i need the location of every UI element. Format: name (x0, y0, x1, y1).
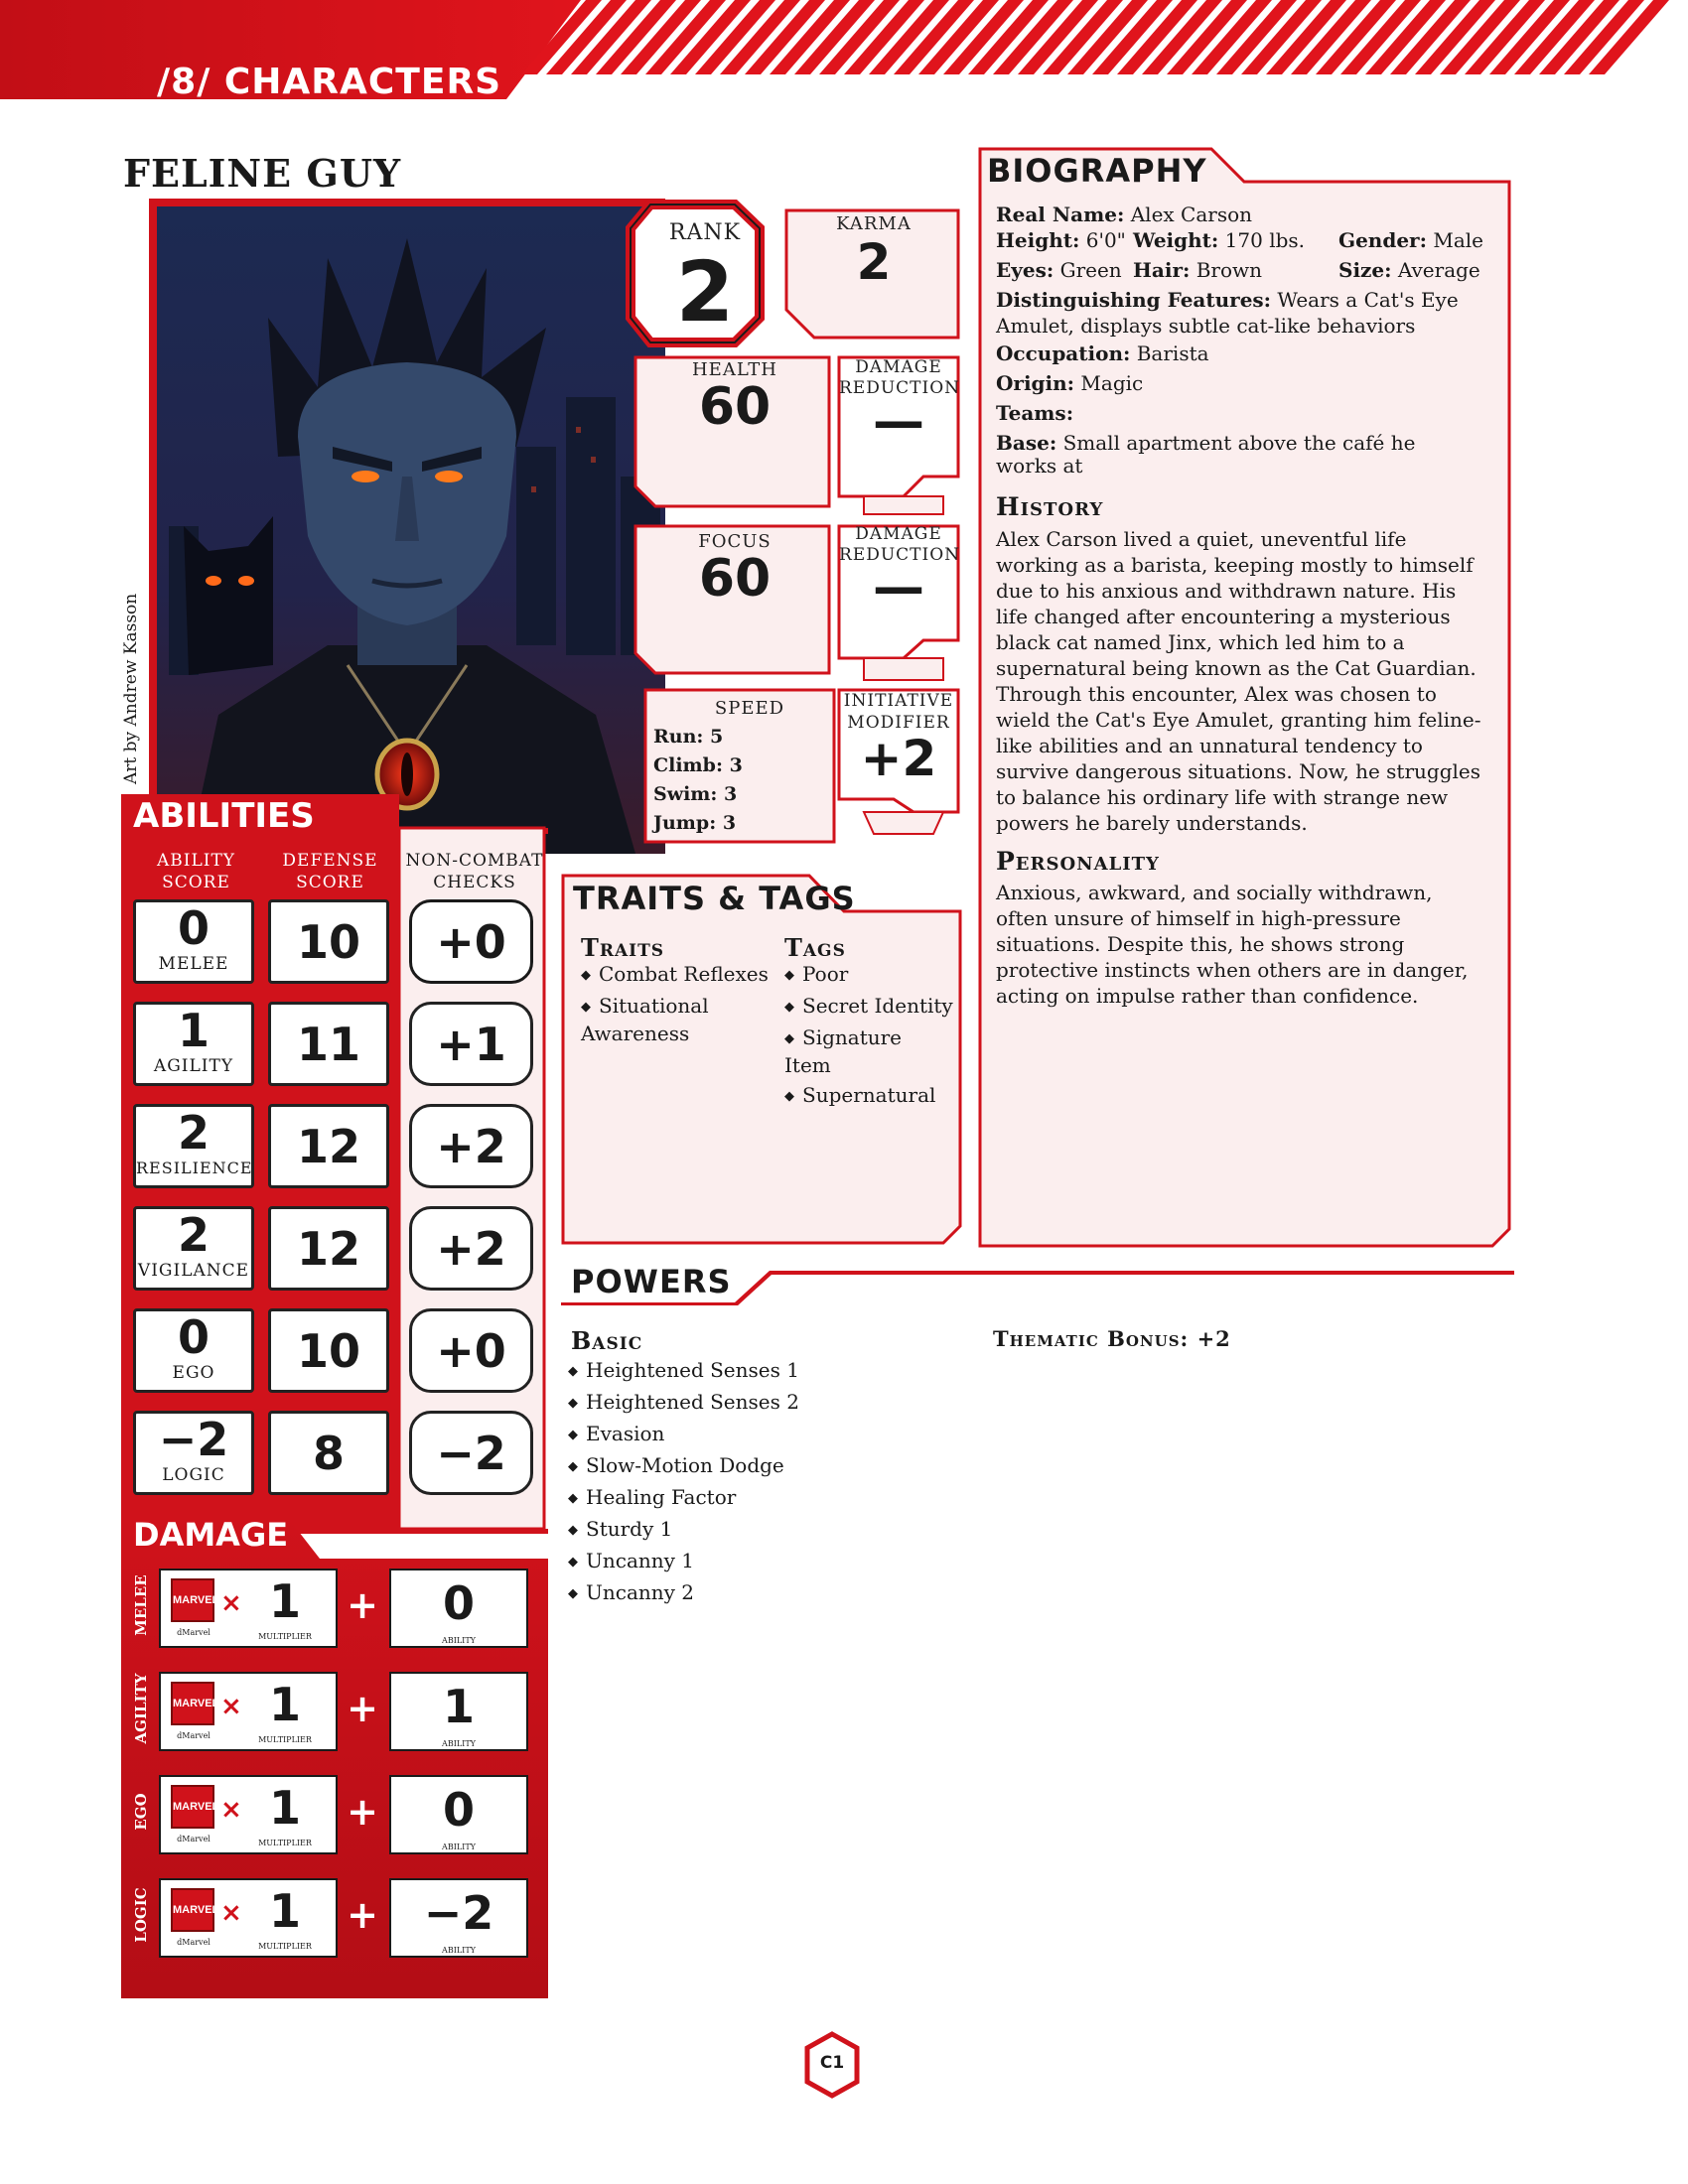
non-combat-check-box (409, 1411, 533, 1495)
focus-damage-reduction-value: — (873, 558, 924, 617)
tags-list (784, 961, 953, 1110)
ability-score-box (133, 1308, 254, 1393)
times-icon: × (220, 1692, 242, 1721)
damage-ability-value: −2 (423, 1886, 494, 1940)
base-line-2: works at (996, 454, 1083, 478)
defense-score-box (268, 1002, 389, 1086)
multiplier-value: 1 (268, 1781, 301, 1835)
ability-name: LOGIC (162, 1465, 225, 1485)
die-label: dMarvel (177, 1628, 211, 1637)
marvel-die-icon: MARVEL (171, 1682, 214, 1725)
multiplier-value: 1 (268, 1678, 301, 1731)
ability-score-box (133, 899, 254, 984)
times-icon: × (220, 1588, 242, 1618)
non-combat-check-box (409, 899, 533, 984)
biography-details (996, 202, 1502, 476)
karma-value: 2 (856, 233, 892, 291)
ability-score-header: ABILITY SCORE (156, 851, 236, 892)
ability-label: ABILITY (442, 1843, 476, 1851)
ability-name: MELEE (158, 954, 229, 974)
art-credit: Art by Andrew Kasson (121, 593, 141, 784)
ability-label: ABILITY (442, 1739, 476, 1748)
die-label: dMarvel (177, 1731, 211, 1740)
damage-dice-box (159, 1672, 338, 1751)
plus-icon: + (347, 1790, 378, 1834)
ability-score-value: 0 (177, 1310, 210, 1364)
damage-row-label: AGILITY (132, 1673, 150, 1744)
defense-score-value: 11 (296, 1018, 360, 1071)
speed-list (653, 723, 743, 838)
damage-ability-value: 1 (442, 1680, 475, 1733)
traits-list (581, 961, 770, 1046)
personality-heading: Personality (996, 847, 1160, 876)
focus-damage-reduction-label: DAMAGE REDUCTION (839, 524, 961, 565)
non-combat-check-value: +1 (436, 1018, 506, 1071)
ability-score-value: 1 (177, 1004, 210, 1057)
powers-title: POWERS (571, 1263, 732, 1300)
physical-line-2: Eyes: Green Hair: Brown Size: Average (996, 258, 1480, 282)
damage-ability-box (389, 1775, 528, 1854)
defense-score-value: 12 (296, 1120, 360, 1173)
damage-ability-box (389, 1569, 528, 1648)
base-line: Base: Small apartment above the café he (996, 431, 1416, 455)
health-value: 60 (698, 377, 772, 437)
character-name: FELINE GUY (123, 151, 402, 196)
focus-label: FOCUS (698, 531, 772, 552)
defense-score-box (268, 1104, 389, 1188)
non-combat-check-box (409, 1104, 533, 1188)
ability-name: VIGILANCE (137, 1261, 250, 1281)
damage-row-label: MELEE (132, 1574, 150, 1636)
damage-dice-box (159, 1569, 338, 1648)
character-portrait (149, 199, 665, 854)
section-title: /8/ CHARACTERS (157, 62, 502, 102)
plus-icon: + (347, 1583, 378, 1627)
damage-row-label: LOGIC (132, 1887, 150, 1943)
damage-dice-box (159, 1878, 338, 1958)
damage-ability-value: 0 (442, 1783, 475, 1837)
traits-heading: Traits (581, 933, 665, 962)
karma-label: KARMA (836, 213, 912, 234)
list-item: ◆ Evasion (568, 1422, 665, 1445)
times-icon: × (220, 1795, 242, 1825)
list-item: ◆ Situational Awareness (581, 994, 709, 1045)
ability-score-value: −2 (158, 1413, 229, 1466)
ability-score-value: 2 (177, 1208, 210, 1262)
real-name-line: Real Name: Alex Carson (996, 203, 1253, 226)
damage-ability-box (389, 1672, 528, 1751)
non-combat-check-value: +0 (436, 915, 506, 969)
health-damage-reduction-label: DAMAGE REDUCTION (839, 357, 961, 398)
features-line-2: Amulet, displays subtle cat-like behaviors (996, 314, 1416, 338)
multiplier-label: MULTIPLIER (258, 1942, 312, 1951)
defense-score-box (268, 1206, 389, 1291)
defense-score-box (268, 1308, 389, 1393)
physical-line-1: Height: 6'0" Weight: 170 lbs. Gender: Male (996, 228, 1483, 252)
ability-name: AGILITY (153, 1056, 234, 1076)
speed-run: Run: 5 (653, 726, 724, 748)
abilities-title: ABILITIES (133, 796, 315, 836)
plus-icon: + (347, 1893, 378, 1937)
non-combat-check-value: +0 (436, 1324, 506, 1378)
rank-value: 2 (675, 243, 735, 341)
multiplier-label: MULTIPLIER (258, 1839, 312, 1847)
damage-ability-value: 0 (442, 1576, 475, 1630)
ability-score-box (133, 1206, 254, 1291)
non-combat-check-value: −2 (436, 1427, 506, 1480)
health-label: HEALTH (691, 359, 778, 380)
occupation-line: Occupation: Barista (996, 341, 1209, 365)
multiplier-value: 1 (268, 1884, 301, 1938)
initiative-value: +2 (860, 730, 937, 787)
non-combat-check-box (409, 1002, 533, 1086)
teams-line: Teams: (996, 401, 1074, 425)
ability-name: RESILIENCE (136, 1159, 253, 1177)
ability-name: EGO (172, 1363, 215, 1383)
damage-dice-box (159, 1775, 338, 1854)
multiplier-value: 1 (268, 1574, 301, 1628)
focus-value: 60 (698, 549, 772, 609)
list-item: ◆ Healing Factor (568, 1485, 737, 1509)
defense-score-box (268, 899, 389, 984)
list-item: ◆ Secret Identity (784, 994, 953, 1018)
damage-ability-box (389, 1878, 528, 1958)
basic-powers-heading: Basic (571, 1326, 643, 1355)
marvel-die-icon: MARVEL (171, 1888, 214, 1932)
non-combat-check-value: +2 (436, 1222, 506, 1276)
thematic-bonus: Thematic Bonus: +2 (993, 1326, 1231, 1351)
times-icon: × (220, 1898, 242, 1928)
personality-text: Anxious, awkward, and socially withdrawn, often unsure of himself in high-pressure situations. Despite this, he shows strong protective instincts when others are in danger, acting on impulse rather than confidence. (996, 881, 1469, 1008)
rank-label: RANK (668, 220, 742, 245)
list-item: ◆ Slow-Motion Dodge (568, 1453, 784, 1477)
defense-score-value: 10 (296, 915, 360, 969)
basic-powers-list (568, 1355, 945, 1609)
ability-score-value: 0 (177, 901, 210, 955)
die-label: dMarvel (177, 1835, 211, 1843)
multiplier-label: MULTIPLIER (258, 1632, 312, 1641)
non-combat-check-box (409, 1308, 533, 1393)
ability-label: ABILITY (442, 1636, 476, 1645)
non-combat-check-value: +2 (436, 1120, 506, 1173)
history-heading: History (996, 492, 1104, 521)
list-item: ◆ Heightened Senses 2 (568, 1390, 799, 1414)
defense-score-value: 10 (296, 1324, 360, 1378)
speed-jump: Jump: 3 (653, 812, 737, 834)
non-combat-checks-header: NON-COMBAT CHECKS (405, 851, 544, 892)
ability-score-box (133, 1002, 254, 1086)
speed-swim: Swim: 3 (653, 783, 738, 805)
list-item: ◆ Signature Item (784, 1025, 903, 1077)
marvel-die-icon: MARVEL (171, 1785, 214, 1829)
page-number: C1 (819, 2053, 845, 2073)
list-item: ◆ Uncanny 1 (568, 1549, 695, 1572)
ability-score-box (133, 1104, 254, 1188)
list-item: ◆ Heightened Senses 1 (568, 1358, 799, 1382)
defense-score-box (268, 1411, 389, 1495)
list-item: ◆ Uncanny 2 (568, 1580, 695, 1604)
defense-score-value: 12 (296, 1222, 360, 1276)
speed-label: SPEED (714, 698, 785, 719)
defense-score-header: DEFENSE SCORE (282, 851, 378, 892)
health-damage-reduction-value: — (873, 392, 924, 452)
traits-tags-title: TRAITS & TAGS (573, 880, 856, 917)
damage-row-label: EGO (132, 1793, 150, 1831)
plus-icon: + (347, 1687, 378, 1730)
initiative-label: INITIATIVE MODIFIER (843, 691, 954, 733)
ability-score-value: 2 (177, 1106, 210, 1160)
biography-title: BIOGRAPHY (987, 152, 1207, 190)
ability-label: ABILITY (442, 1946, 476, 1955)
non-combat-check-box (409, 1206, 533, 1291)
marvel-die-icon: MARVEL (171, 1578, 214, 1622)
defense-score-value: 8 (312, 1427, 345, 1480)
list-item: ◆ Sturdy 1 (568, 1517, 673, 1541)
list-item: ◆ Supernatural (784, 1083, 936, 1107)
tags-heading: Tags (784, 933, 846, 962)
features-line: Distinguishing Features: Wears a Cat's Eye (996, 288, 1459, 312)
history-text: Alex Carson lived a quiet, uneventful life working as a barista, keeping mostly to himself due to his anxious and withdrawn nature. His life changed after encountering a mysterious black cat named Jinx, which led him to a supernatural being known as the Cat Guardian. Through this encounter, Alex was chosen to wield the Cat's Eye Amulet, granting him feline- like abilities and an unnatural tendency to survive dangerous situations. Now, he struggles to balance his ordinary life with strange new powers he barely understands. (996, 527, 1481, 835)
origin-line: Origin: Magic (996, 371, 1144, 395)
list-item: ◆ Combat Reflexes (581, 962, 769, 986)
die-label: dMarvel (177, 1938, 211, 1947)
ability-score-box (133, 1411, 254, 1495)
speed-climb: Climb: 3 (653, 754, 743, 776)
list-item: ◆ Poor (784, 962, 849, 986)
multiplier-label: MULTIPLIER (258, 1735, 312, 1744)
damage-title: DAMAGE (133, 1516, 289, 1554)
